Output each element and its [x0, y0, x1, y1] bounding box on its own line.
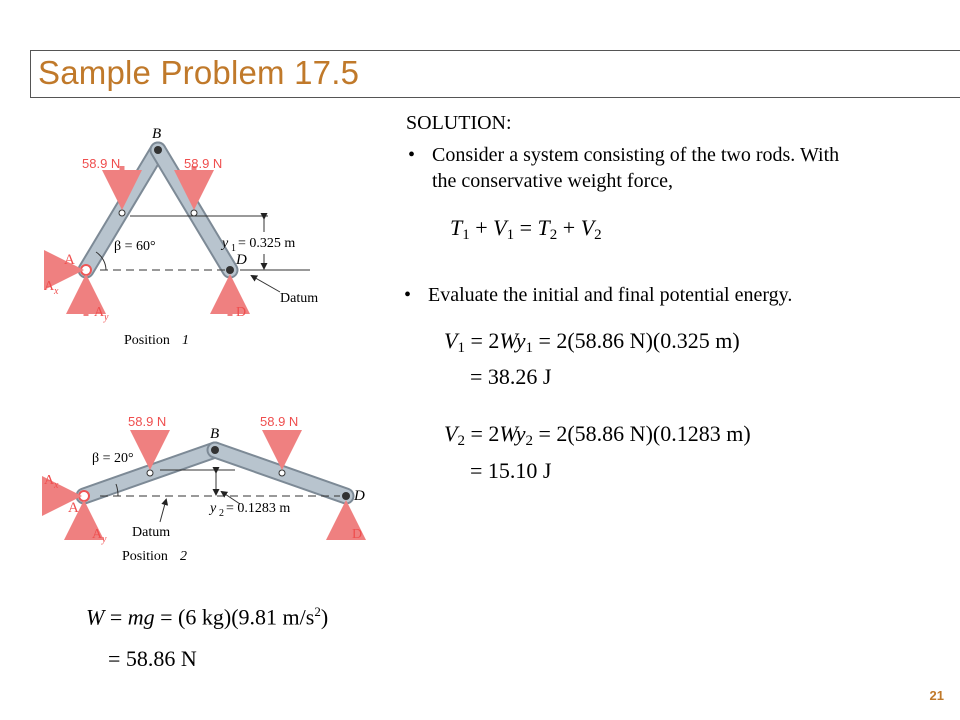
height-value: = 0.1283 m — [226, 501, 291, 516]
figure-position-2 — [40, 408, 380, 578]
height-sub: 2 — [219, 508, 224, 519]
w-result: = 58.86 N — [108, 646, 197, 671]
reaction-d-label: D — [236, 305, 247, 320]
page-number: 21 — [929, 688, 944, 703]
bullet-1-line-2: the conservative weight force, — [432, 170, 674, 192]
force-label-left: 58.9 N — [128, 414, 167, 429]
force-label-right: 58.9 N — [260, 414, 299, 429]
v2-equation: $V_2 = 2Wy_2 = 2(58.86$ N)(0.1283 m) — [444, 421, 751, 449]
datum-label: Datum — [132, 525, 171, 540]
v2-result: = 15.10 J — [470, 458, 552, 483]
ax-sub: x — [54, 286, 59, 297]
figure-position-1 — [40, 120, 340, 360]
label-b: B — [210, 426, 220, 442]
v1-equation: $V_1 = 2Wy_1 = 2(58.86$ N)(0.325 m) — [444, 328, 740, 356]
w-equation: W = mg = (6 kg)(9.81 $m/s^2$) — [86, 604, 329, 630]
bullet-dot: • — [408, 144, 416, 166]
v1-result: = 38.26 J — [470, 364, 552, 389]
height-label: y — [210, 501, 217, 516]
label-b: B — [152, 126, 162, 142]
caption-2-num: 2 — [180, 549, 187, 564]
bullet-dot: • — [404, 284, 412, 306]
caption-1-num: 1 — [182, 333, 189, 348]
bullet-1 — [408, 142, 948, 202]
ax-label: A — [44, 473, 55, 488]
label-a: A — [64, 252, 75, 268]
label-d: D — [354, 488, 365, 504]
ay-label: A — [94, 305, 105, 320]
force-label-left: 58.9 N — [82, 156, 121, 171]
height-sub: 1 — [231, 243, 236, 254]
caption-2: Position — [122, 549, 168, 564]
ay-sub: y — [102, 534, 107, 545]
label-d: D — [236, 252, 247, 268]
angle-label: β = 20° — [92, 451, 134, 466]
ay-label: A — [92, 527, 103, 542]
ax-sub: x — [54, 480, 59, 491]
angle-label: β = 60° — [114, 239, 156, 254]
height-label: y — [222, 236, 229, 251]
bullet-2-text: Evaluate the initial and final potential energy. — [428, 284, 793, 306]
solution-heading: SOLUTION: — [406, 112, 512, 134]
ay-sub: y — [104, 312, 109, 323]
datum-label: Datum — [280, 291, 319, 306]
slide-title: Sample Problem 17.5 — [38, 54, 360, 91]
reaction-d-label: D — [352, 527, 363, 542]
caption-1: Position — [124, 333, 170, 348]
ax-label: A — [44, 279, 55, 294]
force-label-right: 58.9 N — [184, 156, 223, 171]
label-a: A — [68, 500, 79, 516]
bullet-1-line-1: Consider a system consisting of the two rods. With — [432, 144, 840, 166]
bullet-2 — [404, 282, 944, 312]
height-value: = 0.325 m — [238, 236, 296, 251]
energy-equation: $T_1 + V_1 = T_2 + V_2$ — [450, 215, 602, 243]
